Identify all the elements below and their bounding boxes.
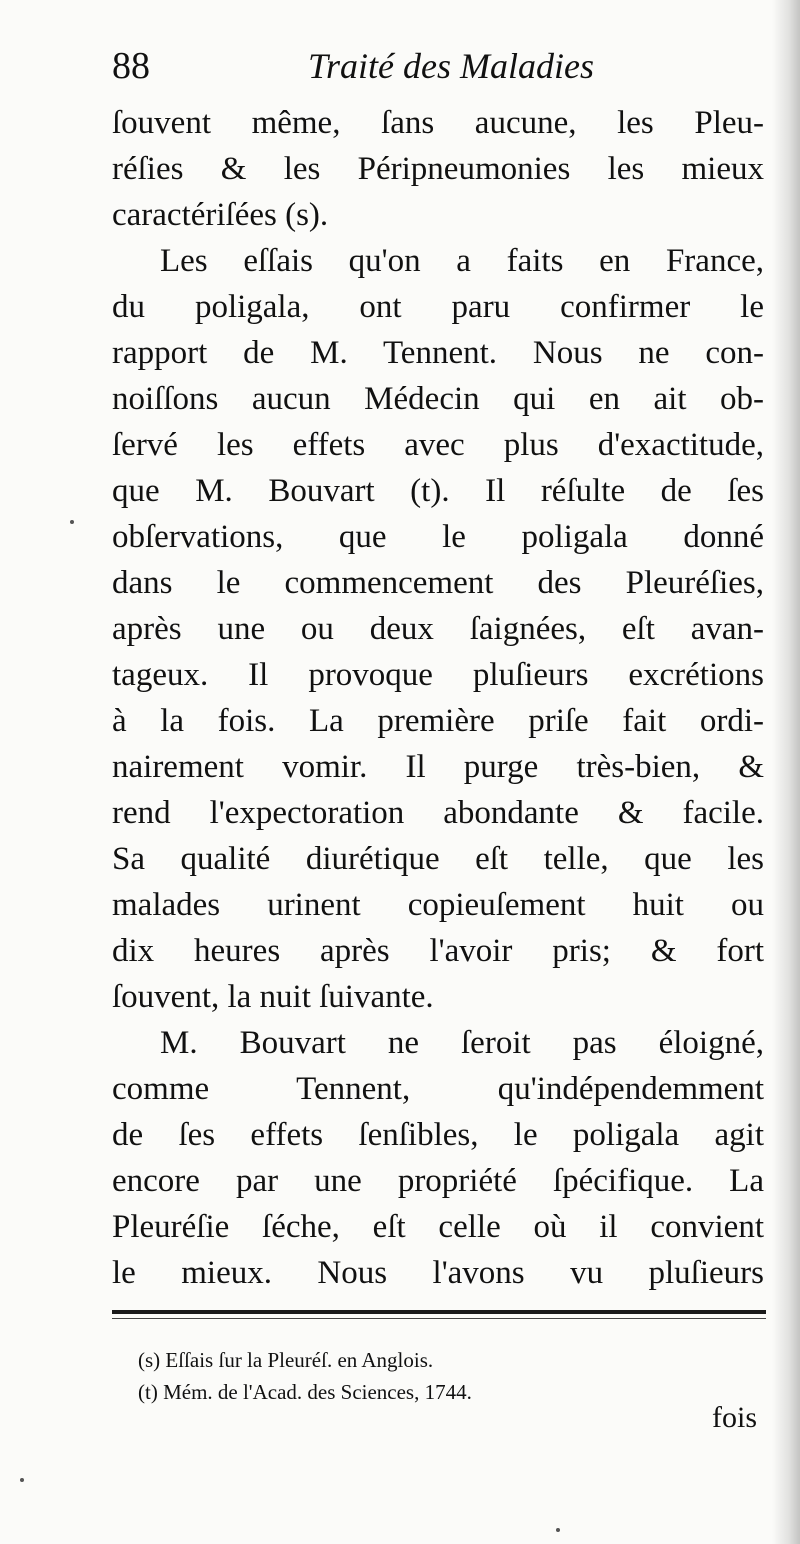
running-head: Traité des Maladies	[308, 46, 594, 86]
footnote-s: (s) Eſſais ſur la Pleuréſ. en Anglois.	[138, 1348, 434, 1372]
page-edge-shadow	[772, 0, 800, 1544]
footnote-t: (t) Mém. de l'Acad. des Sciences, 1744.	[138, 1380, 472, 1404]
text-line: tageux. Il provoque pluſieurs excrétions	[112, 657, 764, 693]
text-line: noiſſons aucun Médecin qui en ait ob-	[112, 381, 764, 417]
paper-speck	[556, 1528, 560, 1532]
catchword: fois	[712, 1401, 757, 1434]
text-line: que M. Bouvart (t). Il réſulte de ſes	[112, 473, 764, 509]
text-line: réſies & les Péripneumonies les mieux	[112, 151, 764, 187]
paper-speck	[70, 520, 74, 524]
text-line: ſervé les effets avec plus d'exactitude,	[112, 427, 764, 463]
text-line: Pleuréſie ſéche, eſt celle où il convient	[112, 1209, 764, 1245]
text-line: malades urinent copieuſement huit ou	[112, 887, 764, 923]
text-line: encore par une propriété ſpécifique. La	[112, 1163, 764, 1199]
page-number: 88	[112, 45, 150, 87]
text-line: nairement vomir. Il purge très-bien, &	[112, 749, 764, 785]
text-line: à la fois. La première priſe fait ordi-	[112, 703, 764, 739]
text-line: dix heures après l'avoir pris; & fort	[112, 933, 764, 969]
page-header	[112, 40, 642, 92]
text-line: après une ou deux ſaignées, eſt avan-	[112, 611, 764, 647]
body-text	[112, 100, 764, 1296]
text-line: M. Bouvart ne ſeroit pas éloigné,	[160, 1025, 764, 1061]
text-line: rapport de M. Tennent. Nous ne con-	[112, 335, 764, 371]
text-line: dans le commencement des Pleuréſies,	[112, 565, 764, 601]
paper-speck	[20, 1478, 24, 1482]
footnotes	[138, 1344, 698, 1408]
text-line: comme Tennent, qu'indépendemment	[112, 1071, 764, 1107]
footnote-separator-hairline	[112, 1318, 766, 1319]
text-line: ſouvent même, ſans aucune, les Pleu-	[112, 105, 764, 141]
text-line: caractériſées (s).	[112, 197, 329, 233]
footnote-separator-rule	[112, 1310, 766, 1314]
text-line: de ſes effets ſenſibles, le poligala agit	[112, 1117, 764, 1153]
text-line: du poligala, ont paru confirmer le	[112, 289, 764, 325]
text-line: rend l'expectoration abondante & facile.	[112, 795, 764, 831]
text-line: obſervations, que le poligala donné	[112, 519, 764, 555]
text-line: Les eſſais qu'on a faits en France,	[160, 243, 764, 279]
text-line: ſouvent, la nuit ſuivante.	[112, 979, 434, 1015]
text-line: Sa qualité diurétique eſt telle, que les	[112, 841, 764, 877]
text-line: le mieux. Nous l'avons vu pluſieurs	[112, 1255, 764, 1291]
